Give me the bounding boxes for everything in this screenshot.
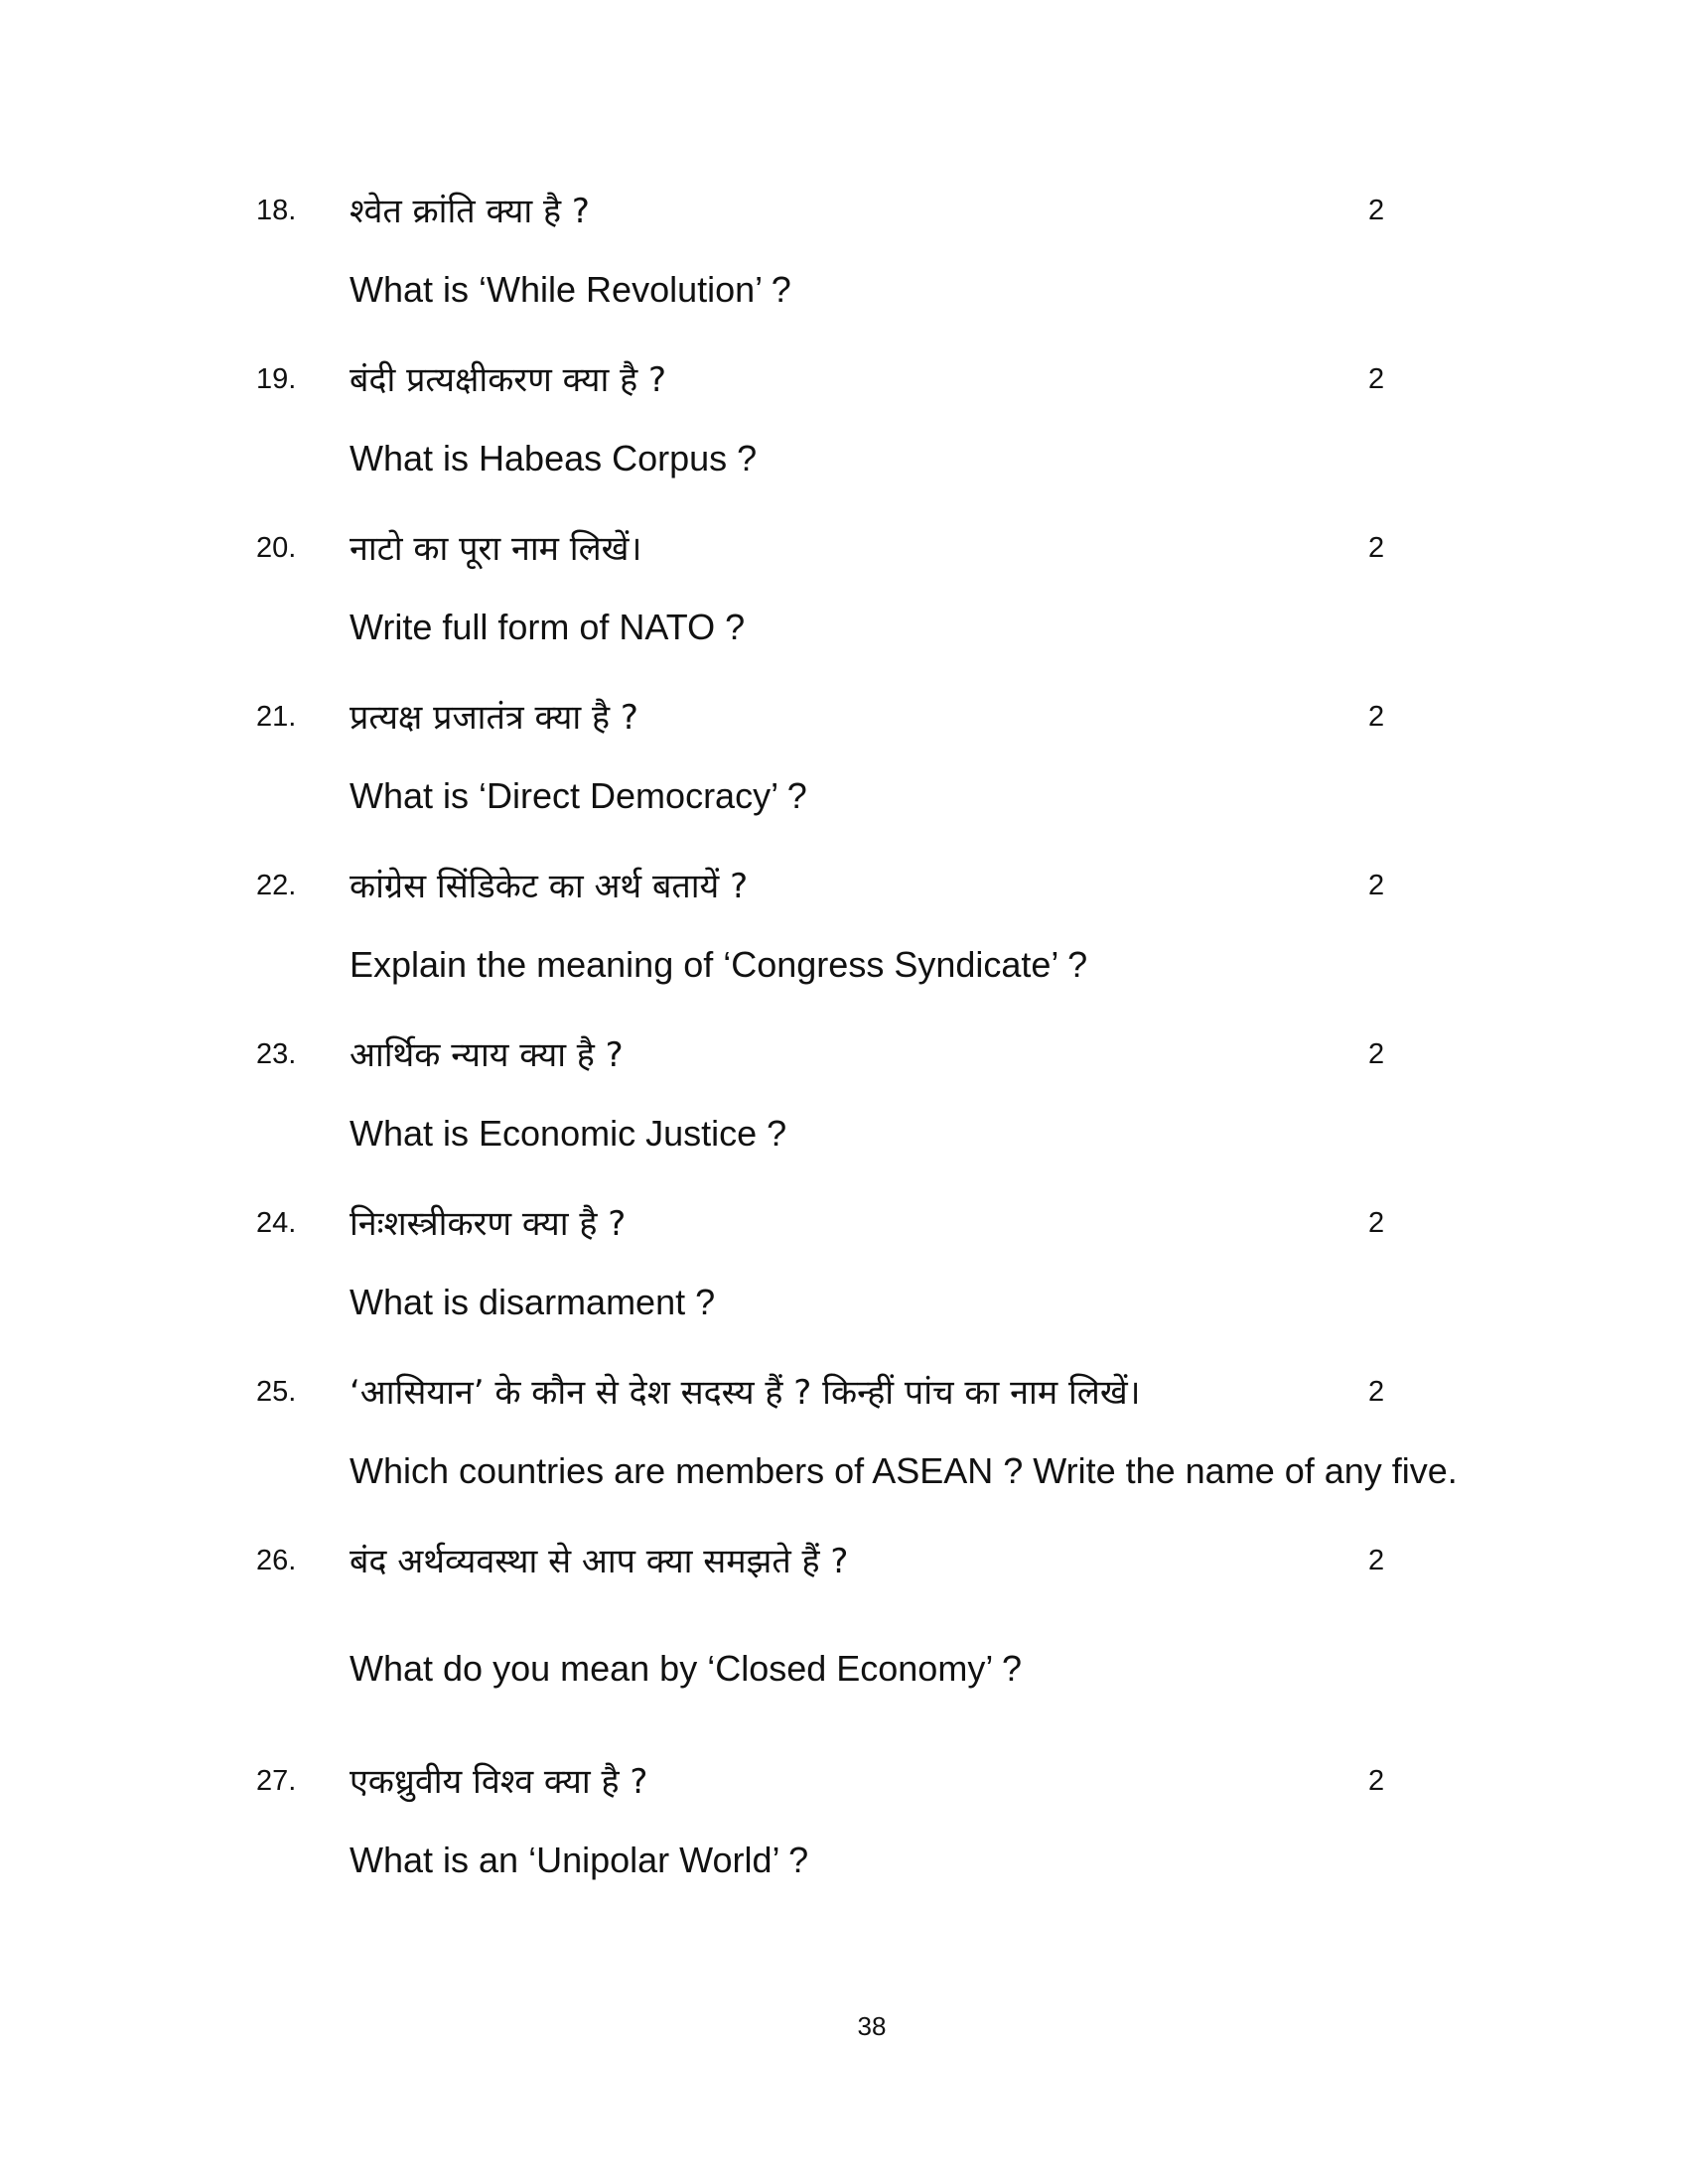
question-marks: 2 [1368,1765,1385,1797]
question-number: 26. [256,1545,297,1576]
question-number: 27. [256,1765,297,1797]
question-text-english: What do you mean by ‘Closed Economy’ ? [350,1648,1023,1689]
question-marks: 2 [1368,363,1385,395]
question-text-hindi: नाटो का पूरा नाम लिखें। [350,529,642,569]
question-marks: 2 [1368,195,1385,226]
question-number: 18. [256,195,297,226]
question-text-hindi: बंदी प्रत्यक्षीकरण क्या है ? [350,360,667,400]
question-number: 21. [256,701,297,733]
question-text-hindi: आर्थिक न्याय क्या है ? [350,1035,624,1075]
question-text-english: Which countries are members of ASEAN ? Write the name of any five. [350,1450,1458,1491]
question-marks: 2 [1368,1545,1385,1576]
question-text-hindi: ‘आसियान’ के कौन से देश सदस्य हैं ? किन्हीं पांच का नाम लिखें। [350,1373,1141,1413]
question-text-english: What is ‘Direct Democracy’ ? [350,775,807,816]
question-text-english: What is Economic Justice ? [350,1113,787,1154]
question-marks: 2 [1368,701,1385,733]
question-text-english: Explain the meaning of ‘Congress Syndicate’ ? [350,944,1088,985]
question-number: 24. [256,1207,297,1239]
question-marks: 2 [1368,532,1385,564]
question-text-english: What is Habeas Corpus ? [350,438,758,478]
question-text-hindi: श्वेत क्रांति क्या है ? [350,192,590,231]
question-text-english: Write full form of NATO ? [350,607,746,647]
question-number: 22. [256,870,297,901]
question-text-hindi: निःशस्त्रीकरण क्या है ? [350,1204,627,1244]
question-marks: 2 [1368,1207,1385,1239]
question-text-english: What is ‘While Revolution’ ? [350,269,791,310]
question-text-hindi: कांग्रेस सिंडिकेट का अर्थ बतायें ? [350,867,749,906]
question-text-hindi: प्रत्यक्ष प्रजातंत्र क्या है ? [350,698,638,738]
question-number: 19. [256,363,297,395]
question-text-english: What is disarmament ? [350,1282,716,1322]
question-text-hindi: एकध्रुवीय विश्व क्या है ? [350,1762,648,1802]
question-text-hindi: बंद अर्थव्यवस्था से आप क्या समझते हैं ? [350,1542,849,1581]
question-number: 25. [256,1376,297,1408]
question-marks: 2 [1368,1038,1385,1070]
question-text-english: What is an ‘Unipolar World’ ? [350,1840,809,1880]
page-number: 38 [857,2011,887,2041]
question-number: 20. [256,532,297,564]
question-number: 23. [256,1038,297,1070]
question-marks: 2 [1368,870,1385,901]
question-marks: 2 [1368,1376,1385,1408]
